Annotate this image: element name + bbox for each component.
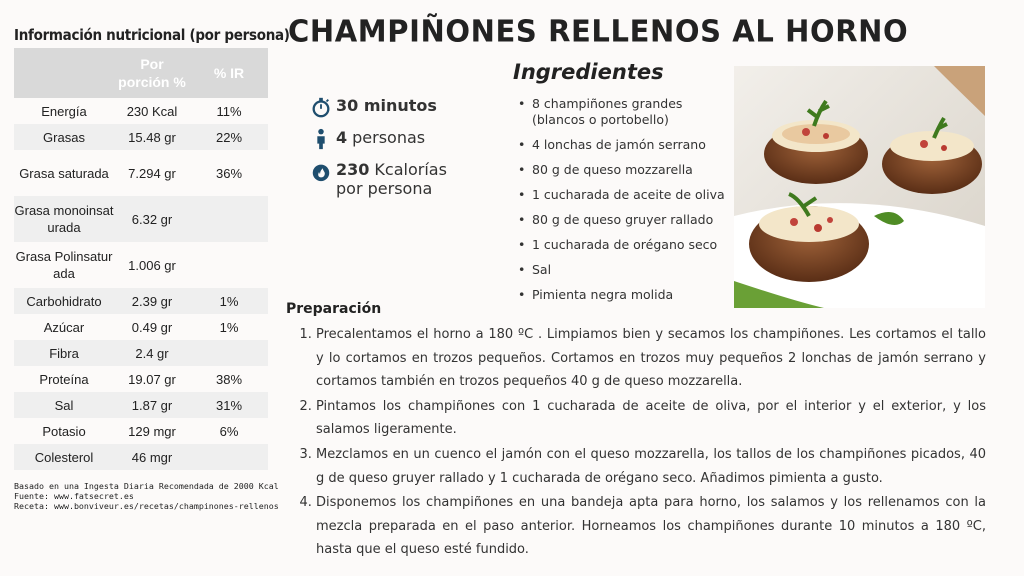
table-row xyxy=(14,242,268,288)
stopwatch-icon xyxy=(310,96,332,118)
list-item: • 1 cucharada de aceite de oliva xyxy=(516,187,726,203)
col-header-nutrient xyxy=(14,48,114,98)
list-item: 1. Precalentamos el horno a 180 ºC . Limpiamos bien y secamos los champiñones. Les cortamos el tallo y lo cortamos en trozos pequeños. Cortamos en trozos muy pequeños 2 lonchas de jamón serrano y cortamos también en trozos pequeños 40 g de queso mozzarella. xyxy=(316,323,986,394)
preparation-steps xyxy=(300,323,986,563)
stat-people xyxy=(310,128,447,150)
table-row xyxy=(14,444,268,470)
nutrient-value: 15.48 gr xyxy=(114,124,190,150)
list-item: • 1 cucharada de orégano seco xyxy=(516,237,726,253)
nutrient-name: Sal xyxy=(14,392,114,418)
nutrient-name: Grasa monoinsaturada xyxy=(14,196,114,242)
stat-people-value: 4 xyxy=(336,128,348,147)
col-header-ir: % IR xyxy=(190,48,268,98)
flame-icon xyxy=(310,160,332,182)
ingredients-list xyxy=(516,96,726,312)
nutrient-name: Azúcar xyxy=(14,314,114,340)
list-item: 3. Mezclamos en un cuenco el jamón con el queso mozzarella, los tallos de los champiñones picados, 40 g de queso gruyer rallado y 1 cucharada de orégano seco. Añadimos pimienta a gusto. xyxy=(316,443,986,490)
footnote-line: Receta: www.bonviveur.es/recetas/champinones-rellenos xyxy=(14,501,279,511)
nutrient-ir: 6% xyxy=(190,418,268,444)
list-item: • 80 g de queso mozzarella xyxy=(516,162,726,178)
nutrient-name: Grasa Polinsaturada xyxy=(14,242,114,288)
nutrient-ir: 1% xyxy=(190,288,268,314)
nutrient-value: 46 mgr xyxy=(114,444,190,470)
person-icon xyxy=(310,128,332,150)
stat-calories-unit: Kcalorías xyxy=(374,160,447,179)
nutrient-value: 2.4 gr xyxy=(114,340,190,366)
nutrient-name: Grasa saturada xyxy=(14,150,114,196)
nutrient-ir: 22% xyxy=(190,124,268,150)
nutrient-value: 0.49 gr xyxy=(114,314,190,340)
nutrient-value: 6.32 gr xyxy=(114,196,190,242)
nutrient-name: Carbohidrato xyxy=(14,288,114,314)
nutrient-value: 230 Kcal xyxy=(114,98,190,124)
preparation-title: Preparación xyxy=(286,301,382,317)
list-item: • 4 lonchas de jamón serrano xyxy=(516,137,726,153)
list-item: 2. Pintamos los champiñones con 1 cucharada de aceite de oliva, por el interior y el exterior, y los salamos ligeramente. xyxy=(316,395,986,442)
nutrient-name: Proteína xyxy=(14,366,114,392)
nutrient-name: Fibra xyxy=(14,340,114,366)
table-row xyxy=(14,150,268,196)
table-row xyxy=(14,418,268,444)
table-row xyxy=(14,98,268,124)
table-row xyxy=(14,314,268,340)
nutrient-value: 2.39 gr xyxy=(114,288,190,314)
nutrient-ir xyxy=(190,196,268,242)
nutrition-title: Información nutricional (por persona) xyxy=(14,26,290,44)
recipe-stats xyxy=(310,96,447,208)
footnote xyxy=(14,481,279,511)
stat-time xyxy=(310,96,447,118)
list-item: • Pimienta negra molida xyxy=(516,287,726,303)
list-item: • 8 champiñones grandes (blancos o portobello) xyxy=(516,96,726,128)
table-row xyxy=(14,392,268,418)
nutrient-value: 7.294 gr xyxy=(114,150,190,196)
nutrient-ir: 1% xyxy=(190,314,268,340)
recipe-photo xyxy=(734,66,985,308)
nutrient-ir xyxy=(190,444,268,470)
nutrient-ir: 38% xyxy=(190,366,268,392)
list-item: • 80 g de queso gruyer rallado xyxy=(516,212,726,228)
nutrient-ir xyxy=(190,340,268,366)
nutrient-ir: 36% xyxy=(190,150,268,196)
footnote-line: Basado en una Ingesta Diaria Recomendada de 2000 Kcal xyxy=(14,481,279,491)
nutrient-ir xyxy=(190,242,268,288)
footnote-line: Fuente: www.fatsecret.es xyxy=(14,491,134,501)
table-row xyxy=(14,288,268,314)
nutrition-table xyxy=(14,48,268,470)
stat-calories-unit2: por persona xyxy=(336,179,433,198)
nutrient-ir: 31% xyxy=(190,392,268,418)
table-row xyxy=(14,124,268,150)
nutrient-ir: 11% xyxy=(190,98,268,124)
stat-people-unit: personas xyxy=(352,128,426,147)
list-item: • Sal xyxy=(516,262,726,278)
table-row xyxy=(14,366,268,392)
nutrient-name: Potasio xyxy=(14,418,114,444)
table-row xyxy=(14,340,268,366)
stat-time-value: 30 minutos xyxy=(336,96,437,115)
nutrient-name: Grasas xyxy=(14,124,114,150)
ingredients-title: Ingredientes xyxy=(513,60,664,84)
nutrient-value: 1.006 gr xyxy=(114,242,190,288)
stat-calories xyxy=(310,160,447,198)
nutrient-name: Energía xyxy=(14,98,114,124)
table-row xyxy=(14,196,268,242)
col-header-per-portion: Por porción % xyxy=(114,48,190,98)
list-item: 4. Disponemos los champiñones en una bandeja apta para horno, los salamos y los rellenamos con la mezcla preparada en el paso anterior. Horneamos los champiñones durante 10 minutos a 180 ºC, hasta que el queso esté fundido. xyxy=(316,491,986,562)
stat-calories-value: 230 xyxy=(336,160,370,179)
nutrient-value: 1.87 gr xyxy=(114,392,190,418)
nutrient-value: 129 mgr xyxy=(114,418,190,444)
nutrient-value: 19.07 gr xyxy=(114,366,190,392)
nutrient-name: Colesterol xyxy=(14,444,114,470)
recipe-title: CHAMPIÑONES RELLENOS AL HORNO xyxy=(288,13,909,49)
